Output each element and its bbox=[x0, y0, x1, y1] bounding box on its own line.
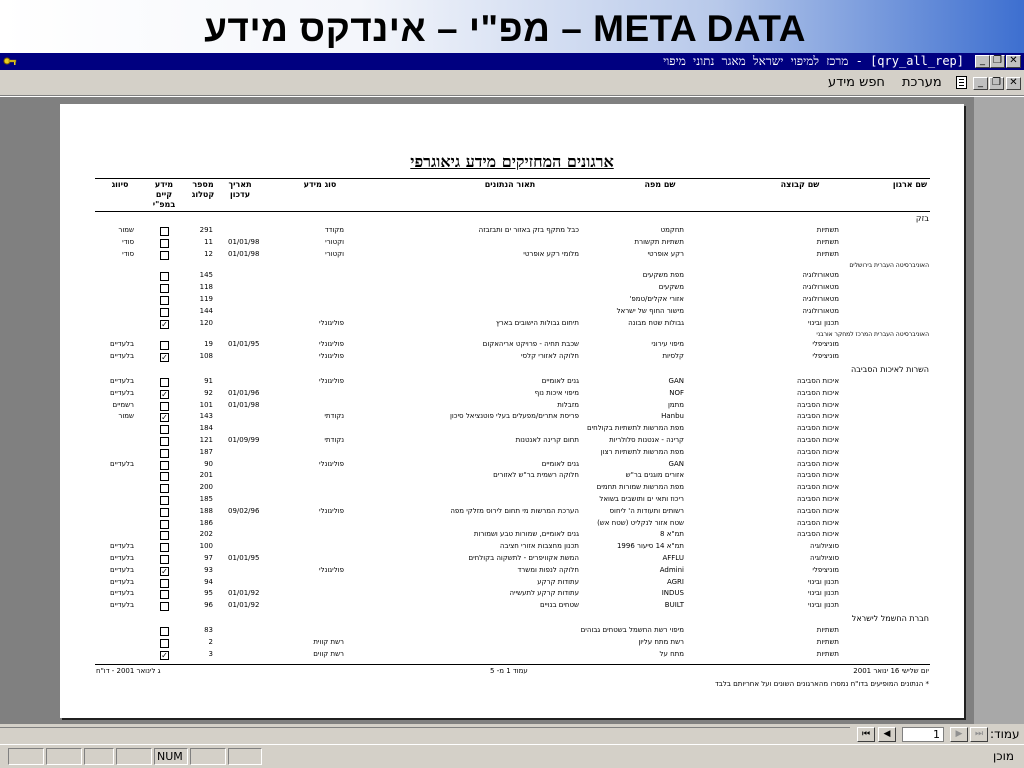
cell-data-type: מקודד bbox=[324, 226, 344, 234]
cell-org-type: תשתיות bbox=[816, 249, 839, 258]
metadata-checkbox[interactable]: ✓ bbox=[161, 319, 168, 329]
key-icon bbox=[3, 54, 17, 68]
cell-data-type: וקטורי bbox=[325, 249, 344, 258]
prev-page-button[interactable]: ▶ bbox=[950, 727, 968, 742]
cell-catalog: 100 bbox=[199, 542, 213, 551]
cell-org-type: איכות הסביבה bbox=[796, 447, 839, 456]
table-row bbox=[60, 589, 964, 601]
status-pane-1 bbox=[8, 748, 44, 765]
cell-catalog: 93 bbox=[204, 565, 213, 574]
cell-org-type: תשתיות bbox=[816, 649, 839, 658]
cell-data-type: רשת קווים bbox=[313, 649, 344, 658]
cell-status: בלעדיים bbox=[109, 352, 134, 361]
cell-catalog: 3 bbox=[208, 649, 213, 658]
cell-update-date: 01/01/98 bbox=[228, 400, 260, 409]
cell-description: חלוקה לאזורי קלסי bbox=[520, 352, 579, 361]
metadata-checkbox[interactable] bbox=[160, 496, 169, 505]
cell-description: תיחום גבולות הישובים בארץ bbox=[495, 318, 579, 327]
cell-catalog: 94 bbox=[204, 577, 213, 586]
metadata-checkbox[interactable] bbox=[160, 555, 169, 564]
cell-catalog: 12 bbox=[204, 249, 213, 258]
cell-catalog: 143 bbox=[199, 412, 213, 421]
cell-map-name: ריכוז ותאי ים ותושבים בשואל bbox=[599, 495, 684, 503]
metadata-checkbox[interactable] bbox=[160, 341, 169, 350]
window-titlebar[interactable] bbox=[0, 53, 1024, 70]
cell-catalog: 92 bbox=[204, 388, 213, 397]
cell-org-type: מטאורולוגיה bbox=[802, 295, 839, 303]
cell-org-type: איכות הסביבה bbox=[796, 530, 839, 539]
metadata-checkbox[interactable] bbox=[160, 437, 169, 446]
cell-org-type: מוניציפלי bbox=[812, 565, 839, 574]
table-row bbox=[60, 412, 964, 424]
cell-map-name: תחקמט bbox=[660, 226, 684, 234]
cell-description: הערכת המרשות מי תחום לירוס מזלקי מפה bbox=[450, 506, 579, 515]
report-title: ארגונים המחזיקים מידע גיאוגרפי bbox=[410, 152, 614, 171]
cell-map-name: אזורי אקלים/טמפ' bbox=[629, 295, 684, 303]
workspace-margin bbox=[974, 97, 1024, 724]
cell-map-name: רקע אופרטי bbox=[647, 249, 684, 258]
cell-org-type: תשתיות bbox=[816, 637, 839, 646]
num-lock-indicator: NUM bbox=[154, 748, 188, 765]
cell-org-type: איכות הסביבה bbox=[796, 388, 839, 397]
cell-status: בלעדיים bbox=[109, 377, 134, 385]
cell-description: שכבת תחיה - פרויקט אריהאקום bbox=[482, 340, 579, 349]
slide-banner bbox=[0, 0, 1024, 53]
cell-map-name: AGRI bbox=[666, 577, 684, 586]
cell-data-type: וקטורי bbox=[325, 237, 344, 246]
cell-map-name: מפת המרשות שמורות תחמים bbox=[596, 483, 684, 492]
report-page[interactable] bbox=[60, 104, 964, 718]
page-number-input[interactable]: 1 bbox=[902, 727, 944, 742]
col-org: שם ארגון bbox=[892, 180, 928, 189]
cell-data-type: פוליגונלי bbox=[319, 377, 344, 385]
table-row bbox=[60, 389, 964, 401]
last-page-button[interactable]: ⏮ bbox=[857, 727, 875, 742]
menu-system[interactable]: מערכת bbox=[902, 75, 942, 90]
cell-org-type: תשתיות bbox=[816, 626, 839, 634]
cell-catalog: 120 bbox=[199, 318, 213, 327]
cell-description: גנים לאומיים, שמורות טבע ושמורות bbox=[473, 530, 579, 539]
cell-status: סודי bbox=[122, 237, 134, 246]
cell-status: בלעדיים bbox=[109, 340, 134, 349]
cell-map-name: משקעים bbox=[658, 283, 684, 292]
cell-map-name: AFFLU bbox=[662, 554, 684, 562]
cell-data-type: פוליגונלי bbox=[319, 459, 344, 468]
cell-org-type: מטאורולוגיה bbox=[802, 306, 839, 315]
cell-map-name: מתח על bbox=[659, 649, 684, 658]
cell-map-name: קלסיות bbox=[662, 352, 684, 361]
cell-map-name: רשותים ותעודות ה' ליחוס bbox=[609, 506, 684, 515]
table-row bbox=[60, 340, 964, 352]
cell-update-date: 01/01/98 bbox=[228, 249, 260, 258]
table-row bbox=[60, 471, 964, 483]
cell-map-name: קרינה - אנטנות סלולריות bbox=[609, 436, 684, 444]
cell-status: בלעדיים bbox=[109, 589, 134, 598]
cell-data-type: רשת קווית bbox=[313, 637, 344, 646]
table-row bbox=[60, 460, 964, 472]
header-divider bbox=[95, 178, 930, 179]
table-row bbox=[60, 566, 964, 578]
cell-description: עתודות קרקע bbox=[537, 577, 579, 586]
cell-map-name: מישור החוף של ישראל bbox=[616, 306, 684, 315]
table-row bbox=[60, 495, 964, 507]
metadata-checkbox[interactable] bbox=[160, 520, 169, 529]
table-row bbox=[60, 601, 964, 613]
cell-data-type: פוליגונלי bbox=[319, 506, 344, 515]
cell-update-date: 09/02/96 bbox=[228, 506, 260, 515]
cell-catalog: 95 bbox=[204, 589, 213, 598]
table-row bbox=[60, 271, 964, 283]
cell-description: חלוקה רשמית בר"ש לאזורים bbox=[493, 471, 579, 480]
child-close-button[interactable]: ✕ bbox=[1006, 77, 1021, 90]
cell-map-name: תמ"א 14 סיעור 1996 bbox=[616, 542, 684, 551]
header-divider-bottom bbox=[95, 211, 930, 212]
cell-map-name: מפת המרשות לתשתיות בקולחים bbox=[586, 424, 684, 433]
cell-description: מזבלות bbox=[557, 400, 579, 409]
cell-status: בלעדיים bbox=[109, 565, 134, 574]
cell-catalog: 119 bbox=[199, 295, 213, 303]
cell-catalog: 185 bbox=[199, 495, 213, 503]
table-row bbox=[60, 638, 964, 650]
footer-page: עמוד 1 מ- 5 bbox=[490, 667, 528, 675]
cell-map-name: מפת המרשות לתשתיות רצון bbox=[600, 447, 684, 456]
metadata-checkbox[interactable] bbox=[160, 590, 169, 599]
cell-update-date: 01/01/95 bbox=[228, 340, 260, 349]
cell-org-type: תשתיות bbox=[816, 237, 839, 246]
banner-title: מפ"י – אינדקס מידע – META DATA bbox=[204, 8, 806, 49]
col-description: תאור הנתונים bbox=[484, 180, 536, 189]
restore-icon[interactable]: ❐ bbox=[990, 55, 1005, 68]
cell-catalog: 144 bbox=[199, 306, 213, 315]
cell-data-type: פוליגונלי bbox=[319, 318, 344, 327]
cell-org-type: תכנון ובינוי bbox=[808, 589, 839, 598]
cell-catalog: 2 bbox=[208, 637, 213, 646]
cell-description: תכנון מחצבות אזורי חציבה bbox=[499, 542, 579, 551]
cell-map-name: GAN bbox=[668, 377, 684, 385]
cell-catalog: 101 bbox=[199, 400, 213, 409]
cell-status: שמור bbox=[118, 226, 134, 234]
window-title: מרכז למיפוי ישראל מאגר נתוני מיפוי - [qry_all_rep] bbox=[663, 54, 964, 68]
cell-org-type: איכות הסביבה bbox=[796, 495, 839, 503]
cell-description: תחום קרינה לאנטנות bbox=[515, 436, 579, 444]
cell-description: כבל מתקף בזק באזור ים ותבזבזה bbox=[478, 226, 579, 234]
group-label: בזק bbox=[915, 214, 929, 223]
status-pane-2 bbox=[46, 748, 82, 765]
table-row bbox=[60, 401, 964, 413]
cell-status: בלעדיים bbox=[109, 554, 134, 562]
cell-catalog: 11 bbox=[204, 237, 213, 246]
group-label: השרות לאיכות הסביבה bbox=[851, 365, 929, 374]
table-row bbox=[60, 626, 964, 638]
cell-org-type: איכות הסביבה bbox=[796, 412, 839, 421]
metadata-checkbox[interactable] bbox=[160, 579, 169, 588]
metadata-checkbox[interactable] bbox=[160, 239, 169, 248]
cell-catalog: 188 bbox=[199, 506, 213, 515]
cell-org-type: איכות הסביבה bbox=[796, 377, 839, 385]
cell-org-type: סוציולוגיה bbox=[810, 542, 839, 551]
cell-catalog: 202 bbox=[199, 530, 213, 539]
cell-update-date: 01/01/92 bbox=[228, 589, 260, 598]
table-row bbox=[60, 424, 964, 436]
metadata-checkbox[interactable] bbox=[160, 284, 169, 293]
metadata-checkbox[interactable] bbox=[160, 308, 169, 317]
col-org-type: שם קבוצה bbox=[780, 180, 820, 189]
cell-org-type: איכות הסביבה bbox=[796, 424, 839, 433]
statusbar bbox=[0, 744, 1024, 768]
metadata-checkbox[interactable] bbox=[160, 602, 169, 611]
cell-data-type: נקודתי bbox=[324, 436, 344, 444]
table-row bbox=[60, 226, 964, 238]
cell-description: גנים לאומיים bbox=[541, 377, 579, 385]
horizontal-scrollbar[interactable] bbox=[0, 727, 850, 742]
cell-update-date: 01/01/98 bbox=[228, 237, 260, 246]
metadata-checkbox[interactable]: ✓ bbox=[161, 650, 168, 660]
first-page-button[interactable]: ⏭ bbox=[970, 727, 988, 742]
cell-catalog: 118 bbox=[199, 283, 213, 292]
cell-status: בלעדיים bbox=[109, 542, 134, 551]
cell-catalog: 184 bbox=[199, 424, 213, 433]
table-row bbox=[60, 530, 964, 542]
footer-divider bbox=[95, 664, 930, 665]
cell-catalog: 83 bbox=[204, 626, 213, 634]
group-label: האוניברסיטה העברית בירושלים bbox=[849, 262, 929, 270]
col-update-date: תאריך עדכון bbox=[228, 180, 252, 199]
table-row bbox=[60, 250, 964, 262]
cell-status: בלעדיים bbox=[109, 388, 134, 397]
cell-org-type: תשתיות bbox=[816, 226, 839, 234]
cell-catalog: 291 bbox=[199, 226, 213, 234]
cell-org-type: מטאורולוגיה bbox=[802, 283, 839, 292]
cell-catalog: 145 bbox=[199, 271, 213, 280]
metadata-checkbox[interactable] bbox=[160, 402, 169, 411]
child-restore-button[interactable]: ❐ bbox=[989, 77, 1004, 90]
table-row bbox=[60, 377, 964, 389]
cell-map-name: שטח אזור לנקליט (שטח אש) bbox=[597, 518, 684, 527]
table-row bbox=[60, 542, 964, 554]
cell-description: עתודות קרקע לתעשייה bbox=[509, 589, 579, 598]
cell-map-name: תשתיות תקשורת bbox=[634, 237, 684, 246]
cell-catalog: 96 bbox=[204, 601, 213, 610]
cell-org-type: איכות הסביבה bbox=[796, 459, 839, 468]
cell-map-name: מיפוי עירוני bbox=[651, 340, 684, 349]
cell-map-name: Admini bbox=[659, 565, 684, 574]
table-row bbox=[60, 650, 964, 662]
cell-org-type: תכנון ובינוי bbox=[808, 318, 839, 327]
metadata-checkbox[interactable] bbox=[160, 639, 169, 648]
child-minimize-button[interactable]: _ bbox=[973, 77, 988, 90]
table-row bbox=[60, 507, 964, 519]
cell-org-type: סוציולוגיה bbox=[810, 554, 839, 562]
cell-map-name: NOF bbox=[669, 388, 684, 397]
table-row bbox=[60, 295, 964, 307]
metadata-checkbox[interactable] bbox=[160, 627, 169, 636]
table-row bbox=[60, 436, 964, 448]
col-map-name: שם מפה bbox=[644, 180, 676, 189]
metadata-checkbox[interactable] bbox=[160, 227, 169, 236]
group-label: חברת החשמל לישראל bbox=[851, 614, 929, 623]
next-page-button[interactable]: ◀ bbox=[878, 727, 896, 742]
table-row bbox=[60, 238, 964, 250]
cell-status: בלעדיים bbox=[109, 601, 134, 610]
cell-catalog: 121 bbox=[199, 436, 213, 444]
cell-org-type: מוניציפלי bbox=[812, 352, 839, 361]
status-pane-6 bbox=[190, 748, 226, 765]
cell-description: המשת אקוויפרים - לתשקוה בקולחים bbox=[468, 554, 579, 562]
cell-map-name: גבולות שטח מבונה bbox=[628, 318, 684, 327]
cell-map-name: רשת מתח עליון bbox=[638, 637, 684, 646]
metadata-checkbox[interactable]: ✓ bbox=[161, 566, 168, 576]
cell-org-type: איכות הסביבה bbox=[796, 483, 839, 492]
footer-date: יום שלישי 16 ינואר 2001 bbox=[853, 667, 929, 675]
cell-org-type: תכנון ובינוי bbox=[808, 577, 839, 586]
table-row bbox=[60, 307, 964, 319]
cell-update-date: 01/01/95 bbox=[228, 554, 260, 562]
cell-map-name: INDUS bbox=[661, 589, 684, 598]
cell-map-name: אזורים מוגנים בר"ש bbox=[625, 471, 684, 480]
cell-catalog: 201 bbox=[199, 471, 213, 480]
metadata-checkbox[interactable] bbox=[160, 472, 169, 481]
cell-status: בלעדיים bbox=[109, 577, 134, 586]
cell-catalog: 187 bbox=[199, 447, 213, 456]
status-ready: מוכן bbox=[992, 749, 1014, 763]
col-catalog: מספר קטלוג bbox=[191, 180, 215, 199]
cell-map-name: תמ"א 8 bbox=[660, 530, 684, 539]
status-pane-4 bbox=[116, 748, 152, 765]
cell-status: רשמיים bbox=[112, 400, 134, 409]
cell-map-name: Hanbu bbox=[661, 412, 684, 421]
cell-org-type: איכות הסביבה bbox=[796, 506, 839, 515]
metadata-checkbox[interactable] bbox=[160, 378, 169, 387]
table-row bbox=[60, 519, 964, 531]
col-data-type: סוג מידע bbox=[303, 180, 337, 189]
cell-description: חלוקה לנפות ומשרד bbox=[517, 565, 579, 574]
cell-data-type: פוליגונלי bbox=[319, 340, 344, 349]
menubar bbox=[0, 70, 1024, 96]
cell-data-type: פוליגונלי bbox=[319, 565, 344, 574]
table-row bbox=[60, 448, 964, 460]
cell-catalog: 90 bbox=[204, 459, 213, 468]
table-row bbox=[60, 554, 964, 566]
col-has-metadata: מידע קיים במפ"י bbox=[152, 180, 176, 209]
cell-data-type: נקודתי bbox=[324, 412, 344, 421]
footer-note: * הנתונים המופיעים בדו"ח נמסרו מהארגונים השונים ועל אחריותם בלבד bbox=[714, 680, 929, 688]
cell-update-date: 01/09/99 bbox=[228, 436, 260, 444]
cell-org-type: איכות הסביבה bbox=[796, 400, 839, 409]
cell-description: מלומי רקע אופרטי bbox=[523, 249, 579, 258]
metadata-checkbox[interactable] bbox=[160, 531, 169, 540]
table-row bbox=[60, 352, 964, 364]
cell-catalog: 19 bbox=[204, 340, 213, 349]
metadata-checkbox[interactable]: ✓ bbox=[161, 413, 168, 423]
group-label: האוניברסיטה העברית המרכז למחקר אורבני bbox=[816, 331, 929, 339]
cell-description: שטחים בנויים bbox=[539, 601, 579, 610]
cell-catalog: 97 bbox=[204, 554, 213, 562]
minimize-button[interactable]: _ bbox=[975, 55, 990, 68]
cell-catalog: 108 bbox=[199, 352, 213, 361]
menu-search-info[interactable]: חפש מידע bbox=[828, 75, 885, 90]
cell-catalog: 91 bbox=[204, 377, 213, 385]
cell-org-type: איכות הסביבה bbox=[796, 518, 839, 527]
metadata-checkbox[interactable] bbox=[160, 296, 169, 305]
page-label: עמוד: bbox=[990, 727, 1020, 741]
cell-org-type: איכות הסביבה bbox=[796, 436, 839, 444]
metadata-checkbox[interactable] bbox=[160, 484, 169, 493]
table-row bbox=[60, 483, 964, 495]
cell-status: סודי bbox=[122, 249, 134, 258]
cell-map-name: מיפוי רשת החשמל בשטחים גבוהים bbox=[580, 626, 684, 634]
cell-data-type: פוליגונלי bbox=[319, 352, 344, 361]
cell-description: גנים לאומיים bbox=[541, 459, 579, 468]
cell-map-name: מפת משקעים bbox=[642, 271, 684, 280]
cell-org-type: תכנון ובינוי bbox=[808, 601, 839, 610]
table-row bbox=[60, 319, 964, 331]
metadata-checkbox[interactable] bbox=[160, 461, 169, 470]
status-pane-7 bbox=[228, 748, 262, 765]
cell-map-name: מתמן bbox=[667, 400, 684, 409]
cell-update-date: 01/01/96 bbox=[228, 388, 260, 397]
footer-left: ג לינואר 2001 - דו"ח bbox=[96, 667, 161, 675]
cell-description: פריסת אתרים/מפעלים בעלי פוטנציאל סיכון bbox=[449, 412, 579, 421]
status-message-area bbox=[278, 748, 978, 765]
cell-org-type: איכות הסביבה bbox=[796, 471, 839, 480]
record-navigation bbox=[0, 724, 1024, 744]
cell-map-name: GAN bbox=[668, 459, 684, 468]
cell-update-date: 01/01/92 bbox=[228, 601, 260, 610]
cell-org-type: מטאורולוגיה bbox=[802, 271, 839, 280]
cell-description: מיפוי איכות נוף bbox=[534, 388, 579, 397]
cell-status: שמור bbox=[118, 412, 134, 421]
metadata-checkbox[interactable] bbox=[160, 543, 169, 552]
metadata-checkbox[interactable] bbox=[160, 272, 169, 281]
status-pane-3 bbox=[84, 748, 114, 765]
cell-org-type: מוניציפלי bbox=[812, 340, 839, 349]
metadata-checkbox[interactable] bbox=[160, 449, 169, 458]
metadata-checkbox[interactable] bbox=[160, 508, 169, 517]
document-icon[interactable] bbox=[956, 76, 967, 89]
cell-map-name: BUILT bbox=[664, 601, 684, 610]
metadata-checkbox[interactable]: ✓ bbox=[161, 353, 168, 363]
close-button[interactable]: ✕ bbox=[1006, 55, 1021, 68]
metadata-checkbox[interactable] bbox=[160, 251, 169, 260]
cell-catalog: 200 bbox=[199, 483, 213, 492]
cell-status: בלעדיים bbox=[109, 459, 134, 468]
table-row bbox=[60, 578, 964, 590]
col-status: סיווג bbox=[111, 180, 129, 189]
metadata-checkbox[interactable]: ✓ bbox=[161, 389, 168, 399]
table-row bbox=[60, 283, 964, 295]
cell-catalog: 186 bbox=[199, 518, 213, 527]
metadata-checkbox[interactable] bbox=[160, 425, 169, 434]
